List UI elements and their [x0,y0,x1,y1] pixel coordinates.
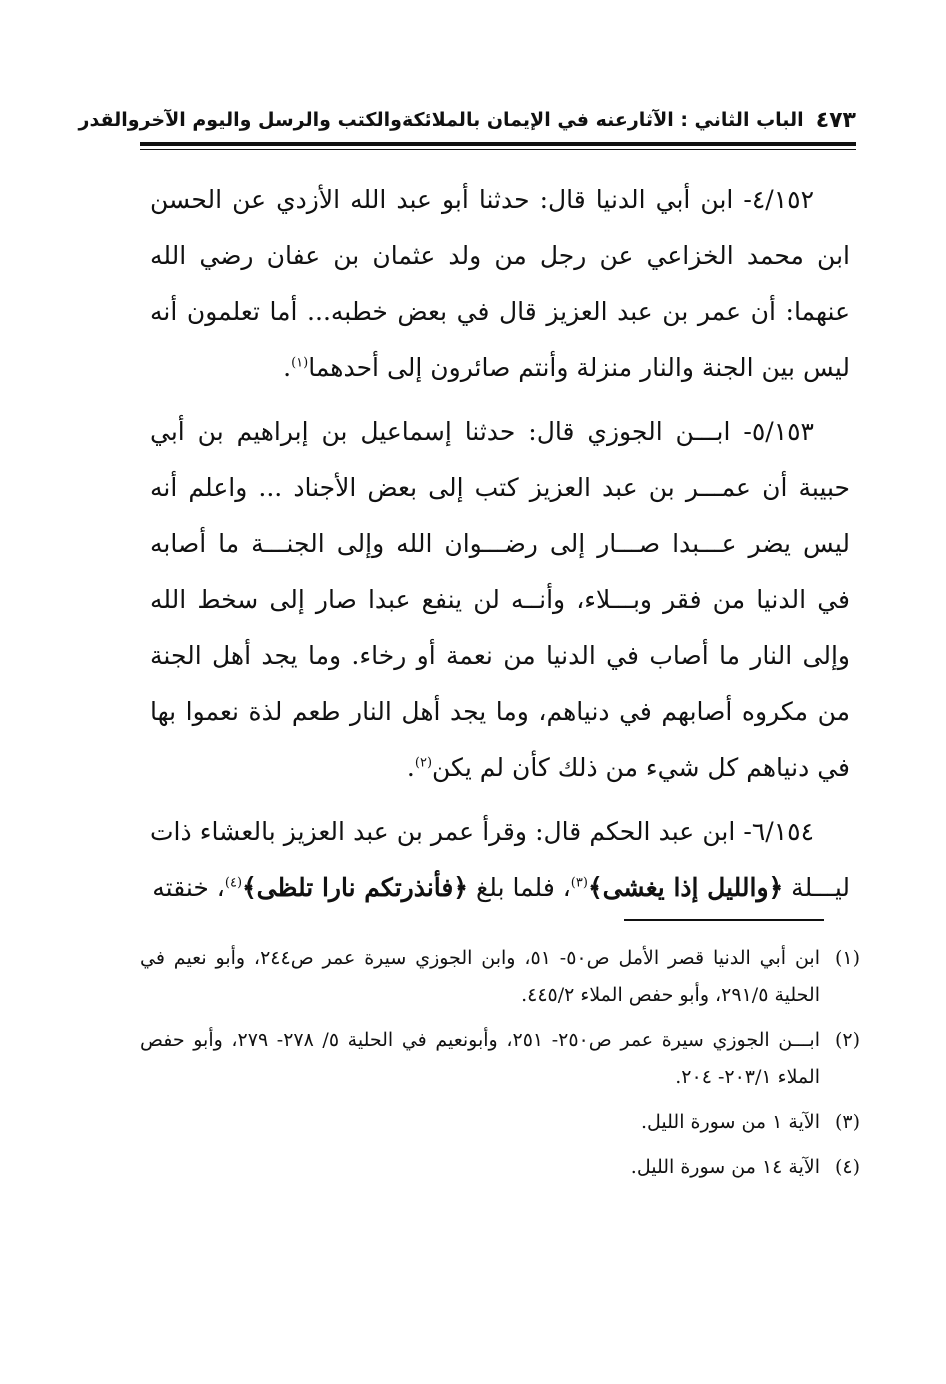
paragraph-text: ابـــن الجوزي قال: حدثنا إسماعيل بن إبراهيم بن أبي حبيبة أن عمـــر بن عبد العزيز كتب إلى بعض الأجناد ... واعلم أنه ليس يضر عـــبدا صـــار إلى رضـــوان الله وإلى الجنـــة ما أصابه في الدنيا من فقر وبـــلاء، وأنــه لن ينفع عبدا صار إلى سخط الله وإلى النار ما أصاب في الدنيا من نعمة أو رخاء. وما يجد أهل الجنة من مكروه أصابهم في دنياهم، وما يجد أهل النار طعم لذة نعموا بها في دنياهم كل شيء من ذلك كأن لم يكن [150,417,850,782]
footnote-separator [624,919,824,921]
paragraph-154 [150,804,850,916]
paragraph-text: ، خنقته [152,873,225,902]
paragraph-153 [150,404,850,796]
footnote-mark: (٤) [834,1156,860,1178]
paragraph-text: ، فلما بلغ [475,873,571,902]
main-text [150,172,850,924]
footnote-ref: (٣) [570,875,588,891]
paragraph-text: ابن أبي الدنيا قال: حدثنا أبو عبد الله الأزدي عن الحسن ابن محمد الخزاعي عن رجل من ولد عثمان بن عفان رضي الله عنهما: أن عمر بن عبد العزيز قال في بعض خطبه... أما تعلمون أنه ليس بين الجنة والنار منزلة وأنتم صائرون إلى أحدهما [150,185,850,382]
footnote-1 [140,940,860,1014]
footnote-4 [140,1149,860,1186]
footnote-ref: (٢) [414,755,433,771]
header-rule-thick [140,142,856,146]
chapter-title: الباب الثاني : الآثارعنه في الإيمان بالملائكةوالكتب والرسل واليوم الآخروالقدر [78,109,804,131]
footnote-mark: (٢) [834,1029,860,1051]
paragraph-tail: . [283,353,292,382]
footnote-2 [140,1022,860,1096]
footnote-mark: (٣) [834,1111,860,1133]
footnote-text: الآية ١٤ من سورة الليل. [630,1156,820,1178]
running-header [78,98,856,142]
footnote-3 [140,1104,860,1141]
quran-verse: ﴿والليل إذا يغشى﴾ [587,873,784,902]
quran-verse: ﴿فأنذرتكم نارا تلظى﴾ [242,873,469,902]
paragraph-text: ابن عبد الحكم قال: وقرأ عمر بن عبد العزيز بالعشاء ذات ليـــلة [150,817,850,902]
footnote-ref: (١) [291,355,309,371]
paragraph-152 [150,172,850,396]
paragraph-number: ٦/١٥٤- [743,817,814,846]
header-rule-thin [140,149,856,150]
page-number: ٤٧٣ [815,107,856,133]
footnote-text: ابن أبي الدنيا قصر الأمل ص٥٠- ٥١، وابن الجوزي سيرة عمر ص٢٤٤، وأبو نعيم في الحلية ٢٩١/٥، وأبو حفص الملاء ٤٤٥/٢. [140,947,820,1006]
footnote-text: ابـــن الجوزي سيرة عمر ص٢٥٠- ٢٥١، وأبونعيم في الحلية ٥/ ٢٧٨- ٢٧٩، وأبو حفص الملاء ٢٠٣/١- ٢٠٤. [140,1029,820,1088]
footnote-mark: (١) [834,947,860,969]
paragraph-number: ٥/١٥٣- [743,417,814,446]
paragraph-tail: . [406,753,415,782]
footnote-ref: (٤) [224,875,243,891]
paragraph-number: ٤/١٥٢- [743,185,814,214]
footnote-text: الآية ١ من سورة الليل. [640,1111,820,1133]
footnotes [140,940,860,1194]
